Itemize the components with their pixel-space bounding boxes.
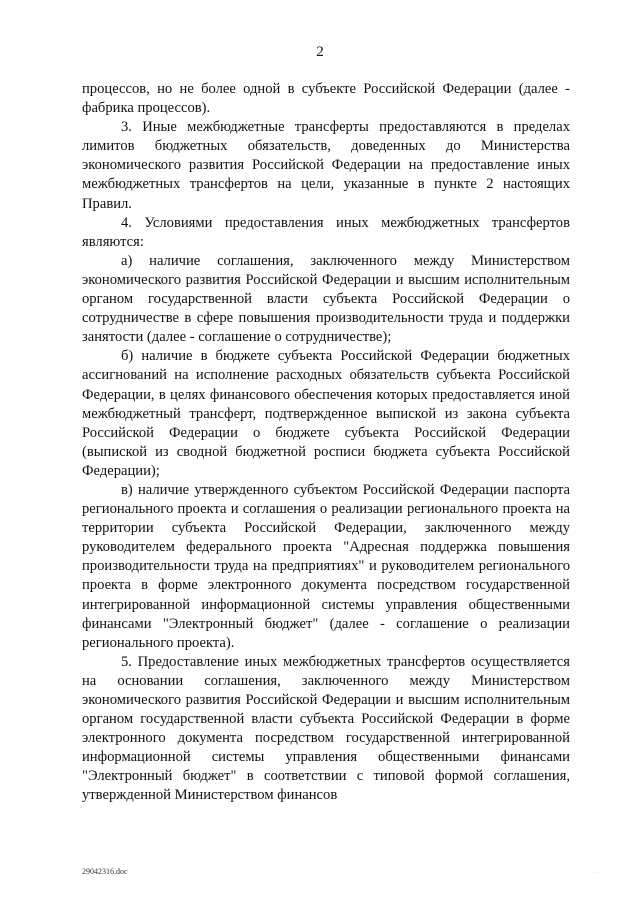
paragraph-4v: в) наличие утвержденного субъектом Российской Федерации паспорта регионального проекта и соглашения о реализации регионального проекта на территории субъекта Российской Федерации, заключенного между руководителем федерального проекта "Адресная поддержка повышения производительности труда на предприятиях" и руководителем регионального проекта в форме электронного документа посредством государственной интегрированной информационной системы управления общественными финансами "Электронный бюджет" (далее - соглашение о реализации регионального проекта).	[82, 481, 570, 651]
scan-mark: · ·	[594, 870, 600, 876]
document-body	[82, 80, 570, 806]
page-number: 2	[316, 44, 324, 60]
paragraph-4: 4. Условиями предоставления иных межбюджетных трансфертов являются:	[82, 214, 570, 250]
paragraph-4a: а) наличие соглашения, заключенного между Министерством экономического развития Российской Федерации и высшим исполнительным органом государственной власти субъекта Российской Федерации о сотрудничестве в сфере повышения производительности труда и поддержки занятости (далее - соглашение о сотрудничестве);	[82, 252, 570, 346]
paragraph-4b: б) наличие в бюджете субъекта Российской Федерации бюджетных ассигнований на исполнение расходных обязательств субъекта Российской Федерации, в целях финансового обеспечения которых предоставляется иной межбюджетный трансферт, подтвержденное выпиской из закона субъекта Российской Федерации о бюджете субъекта Российской Федерации (выпиской из сводной бюджетной росписи бюджета субъекта Российской Федерации);	[82, 348, 570, 479]
footer-filename: 29042316.doc	[82, 867, 128, 876]
paragraph-5: 5. Предоставление иных межбюджетных трансфертов осуществляется на основании соглашения, заключенного между Министерством экономического развития Российской Федерации и высшим исполнительным органом государственной власти субъекта Российской Федерации в форме электронного документа посредством государственной интегрированной информационной системы управления общественными финансами "Электронный бюджет" в соответствии с типовой формой соглашения, утвержденной Министерством финансов	[82, 653, 570, 804]
paragraph-continuation: процессов, но не более одной в субъекте Российской Федерации (далее - фабрика процессов).	[82, 81, 570, 117]
paragraph-3: 3. Иные межбюджетные трансферты предоставляются в пределах лимитов бюджетных обязательств, доведенных до Министерства экономического развития Российской Федерации на предоставление иных межбюджетных трансфертов на цели, указанные в пункте 2 настоящих Правил.	[82, 119, 570, 212]
